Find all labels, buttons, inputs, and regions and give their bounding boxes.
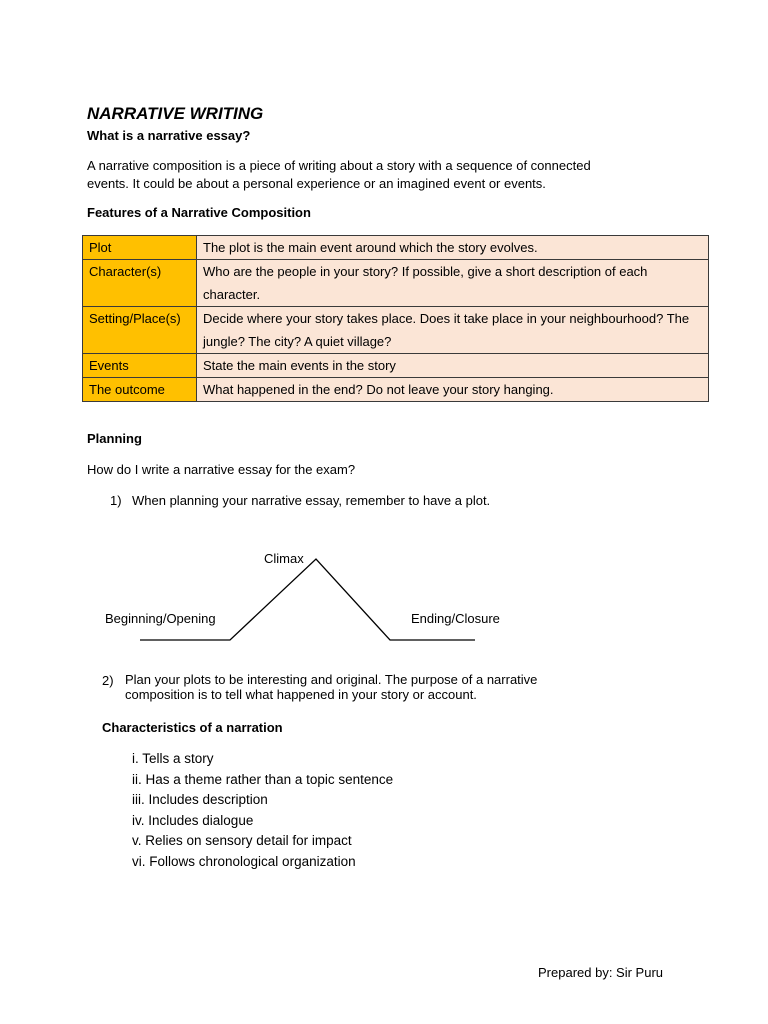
table-row [83,236,709,260]
feature-key: The outcome [83,378,197,402]
intro-paragraph [87,157,591,193]
step-1-number: 1) [110,493,122,508]
features-table [82,235,709,402]
feature-value: Decide where your story takes place. Does it take place in your neighbourhood? The jungle? The city? A quiet village? [197,307,709,354]
step-2-line-2: composition is to tell what happened in your story or account. [125,687,477,702]
step-2-text [125,672,537,702]
feature-value: Who are the people in your story? If possible, give a short description of each character. [197,260,709,307]
step-1-text: When planning your narrative essay, remember to have a plot. [132,493,491,508]
plot-diagram [0,540,768,660]
planning-heading: Planning [87,431,142,446]
intro-heading: What is a narrative essay? [87,128,251,143]
table-row [83,378,709,402]
planning-question: How do I write a narrative essay for the exam? [87,462,356,477]
diagram-ending-label: Ending/Closure [411,611,500,626]
list-item: ii. Has a theme rather than a topic sentence [132,771,394,787]
diagram-climax-label: Climax [264,551,304,566]
feature-value: The plot is the main event around which the story evolves. [197,236,709,260]
table-row [83,307,709,354]
feature-key: Events [83,354,197,378]
step-2-number: 2) [102,673,114,688]
table-row [83,354,709,378]
list-item: v. Relies on sensory detail for impact [132,833,352,848]
feature-key: Character(s) [83,260,197,307]
page-title: NARRATIVE WRITING [87,104,264,123]
step-2-line-1: Plan your plots to be interesting and original. The purpose of a narrative [125,672,538,687]
feature-key: Setting/Place(s) [83,307,197,354]
diagram-beginning-label: Beginning/Opening [105,611,216,626]
list-item: iv. Includes dialogue [132,812,254,828]
feature-key: Plot [83,236,197,260]
feature-value: State the main events in the story [197,354,709,378]
footer-credit: Prepared by: Sir Puru [538,965,664,980]
intro-line-2: events. It could be about a personal experience or an imagined event or events. [87,176,546,191]
characteristics-list [132,749,393,872]
list-item: i. Tells a story [132,751,214,766]
intro-line-1: A narrative composition is a piece of writing about a story with a sequence of connected [87,158,591,173]
list-item: vi. Follows chronological organization [132,853,356,869]
characteristics-heading: Characteristics of a narration [102,720,283,735]
plot-line [140,559,475,640]
feature-value: What happened in the end? Do not leave your story hanging. [197,378,709,402]
list-item: iii. Includes description [132,792,268,807]
features-heading: Features of a Narrative Composition [87,205,311,220]
table-row [83,260,709,307]
